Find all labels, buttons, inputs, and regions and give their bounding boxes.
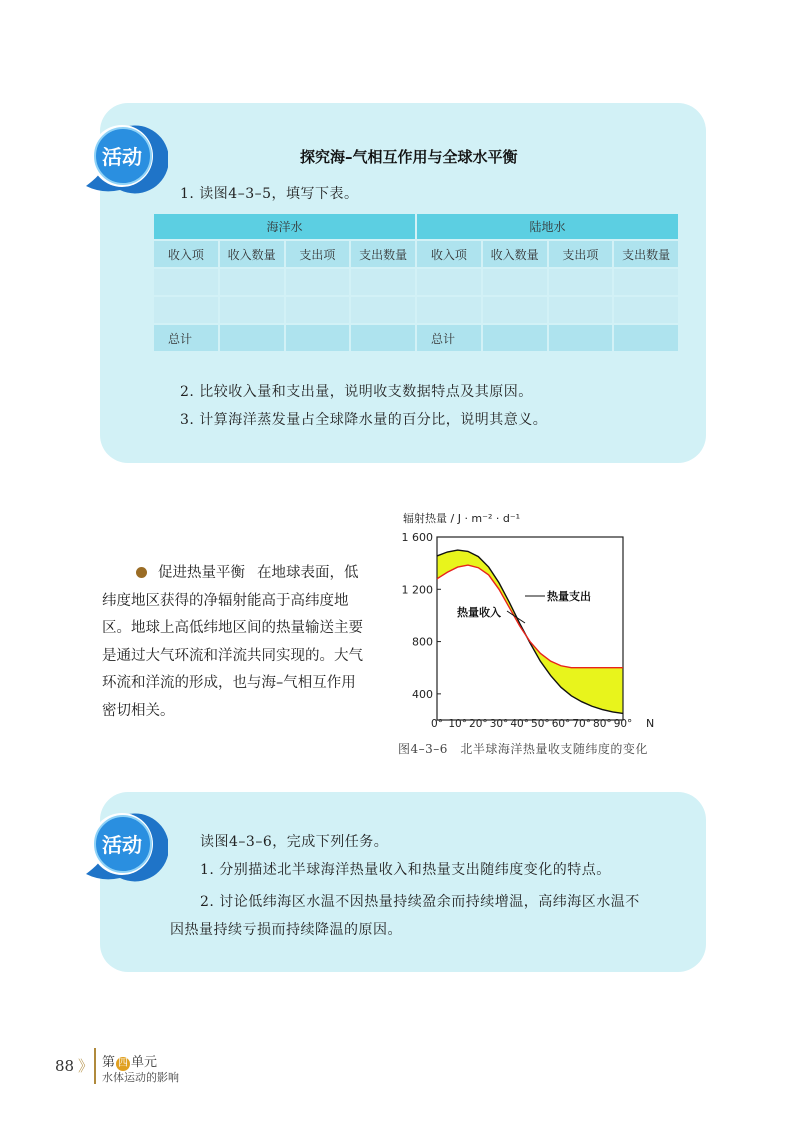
hydro-balance-table	[152, 212, 680, 353]
paragraph-lead: 促进热量平衡	[158, 565, 245, 581]
group-header-ocean: 海洋水	[154, 214, 415, 239]
x-tick-label: 90°	[613, 718, 633, 730]
column-header: 支出数量	[351, 241, 415, 267]
y-tick-label: 400	[412, 687, 433, 701]
unit-number-badge: 四	[118, 1058, 129, 1069]
x-tick-label: 40°	[510, 718, 529, 730]
question-3: 3. 计算海洋蒸发量占全球降水量的百分比，说明其意义。	[180, 412, 548, 428]
x-tick-label: 0°	[431, 718, 443, 730]
column-header: 支出项	[286, 241, 350, 267]
annotation-leader-income	[507, 611, 525, 623]
x-ticks	[431, 718, 632, 730]
column-header: 收入数量	[483, 241, 547, 267]
x-tick-label: 50°	[531, 718, 550, 730]
y-tick-label: 1 600	[401, 531, 433, 544]
unit-subtitle: 水体运动的影响	[102, 1071, 179, 1084]
group-header-land: 陆地水	[417, 214, 678, 239]
task-2-line-1: 2. 讨论低纬海区水温不因热量持续盈余而持续增温，高纬海区水温不	[200, 894, 640, 910]
y-ticks	[402, 531, 442, 701]
y-axis-label: 辐射热量 / J · m⁻² · d⁻¹	[403, 512, 521, 525]
x-axis-label: N	[646, 717, 655, 730]
activity-badge-1	[72, 108, 168, 204]
question-1: 1. 读图4–3–5，填写下表。	[180, 186, 359, 202]
table-row	[154, 269, 678, 295]
activity-badge-label: 活动	[102, 145, 142, 169]
x-tick-label: 10°	[448, 718, 467, 730]
x-tick-label: 60°	[551, 718, 571, 730]
difference-fill	[437, 550, 623, 713]
footer-divider	[94, 1048, 96, 1084]
chevron-icon: 》	[78, 1057, 94, 1075]
activity-intro: 读图4–3–6，完成下列任务。	[200, 834, 389, 850]
table-row	[154, 297, 678, 323]
task-1: 1. 分别描述北半球海洋热量收入和热量支出随纬度变化的特点。	[200, 862, 611, 878]
column-header: 收入项	[417, 241, 481, 267]
total-label: 总计	[154, 325, 218, 351]
column-header: 收入项	[154, 241, 218, 267]
paragraph-text: 在地球表面，低纬度地区获得的净辐射能高于高纬度地区。地球上高低纬地区间的热量输送主要是通过大气环流和洋流共同实现的。大气环流和洋流的形成，也与海–气相互作用密切相关。	[102, 565, 363, 719]
figure-caption: 图4–3–6 北半球海洋热量收支随纬度的变化	[398, 742, 648, 756]
activity-title: 探究海–气相互作用与全球水平衡	[300, 148, 518, 166]
x-tick-label: 70°	[572, 718, 591, 730]
total-label: 总计	[417, 325, 481, 351]
x-tick-label: 20°	[469, 718, 488, 730]
column-header: 收入数量	[220, 241, 284, 267]
y-tick-label: 1 200	[401, 583, 433, 597]
page-number: 88	[55, 1057, 75, 1075]
activity-panel-2	[100, 792, 706, 972]
column-header: 支出数量	[614, 241, 678, 267]
body-paragraph	[102, 560, 367, 725]
x-tick-label: 80°	[593, 718, 612, 730]
activity-badge-2	[72, 796, 168, 892]
table-row-total	[154, 325, 678, 351]
column-header: 支出项	[549, 241, 613, 267]
annotation-heat-output: 热量支出	[547, 590, 591, 603]
annotation-heat-income: 热量收入	[457, 606, 501, 619]
x-tick-label: 30°	[489, 718, 509, 730]
heat-balance-chart	[395, 505, 665, 735]
task-2-line-2: 因热量持续亏损而持续降温的原因。	[170, 922, 402, 938]
question-2: 2. 比较收入量和支出量，说明收支数据特点及其原因。	[180, 384, 533, 400]
unit-title: 第 四 单元	[102, 1055, 158, 1070]
activity-badge-label: 活动	[102, 833, 142, 857]
y-tick-label: 800	[412, 635, 433, 649]
